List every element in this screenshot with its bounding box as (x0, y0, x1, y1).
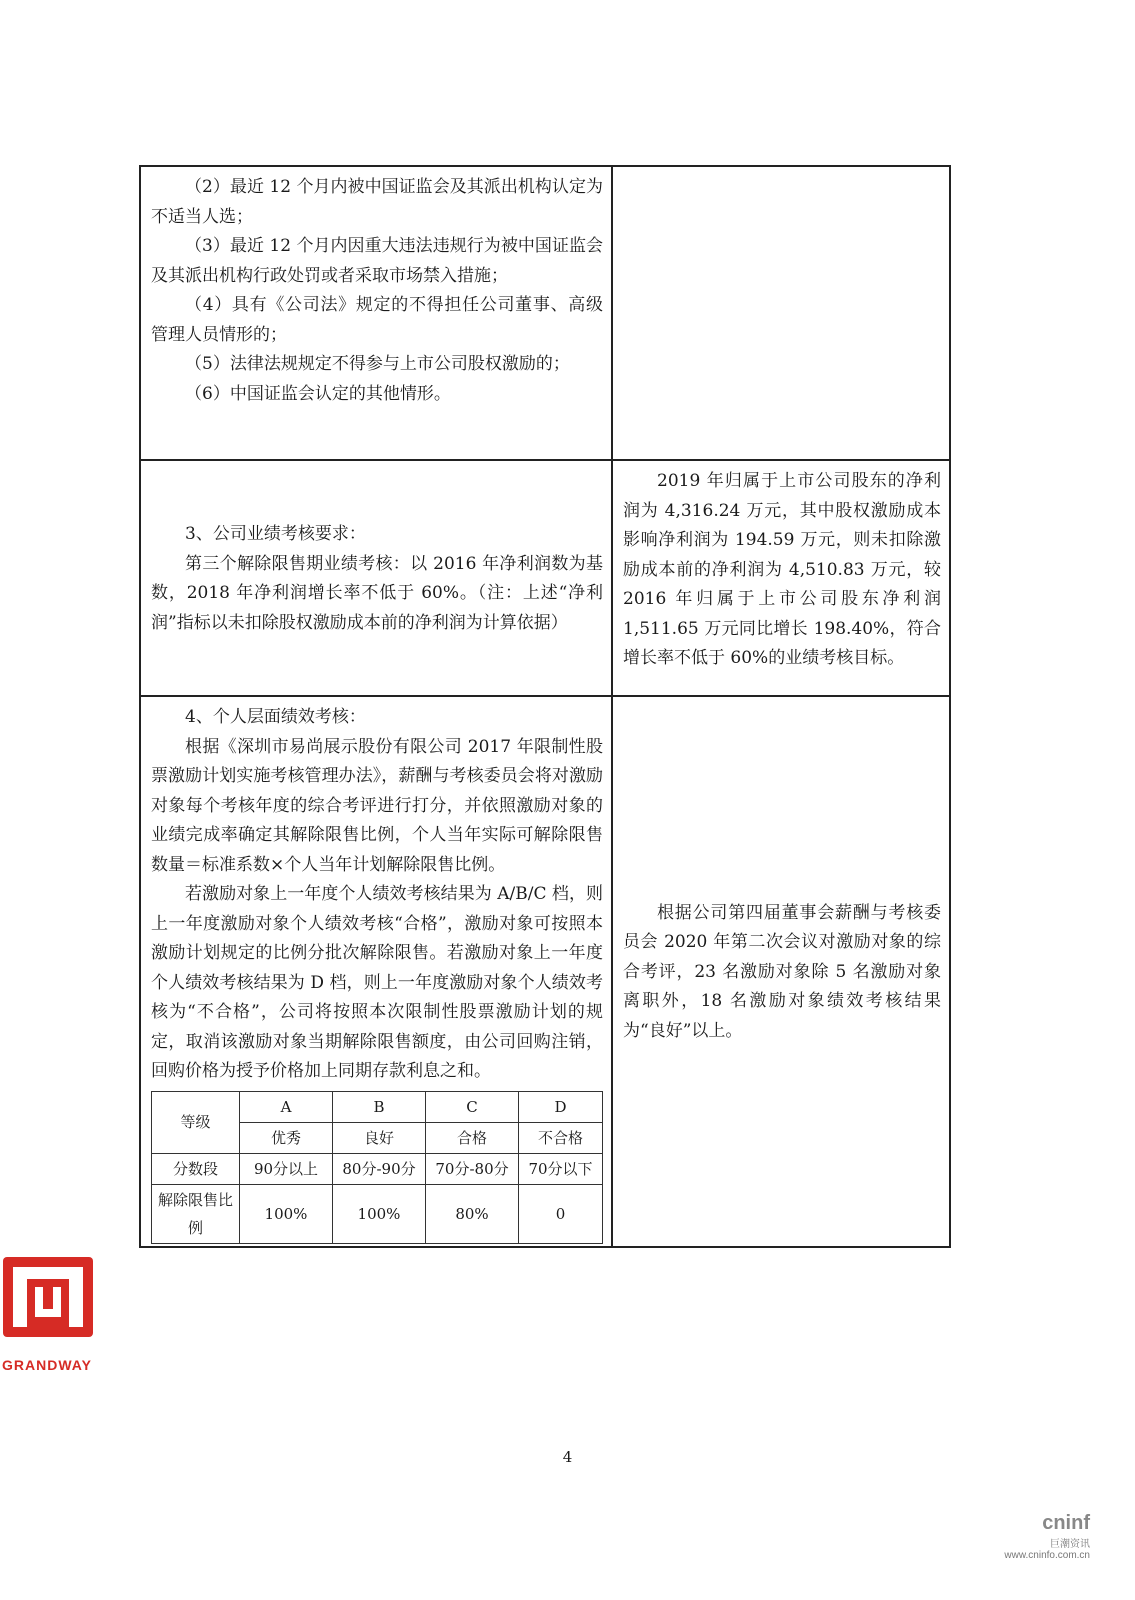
score-range: 70分-80分 (426, 1153, 519, 1184)
ratio-value: 0 (519, 1184, 603, 1243)
clause-5: （5）法律法规规定不得参与上市公司股权激励的； (185, 354, 570, 374)
grade-letter: A (240, 1091, 333, 1122)
clause-2: （2）最近 12 个月内被中国证监会及其派出机构认定为不适当人选； (151, 177, 603, 227)
main-table (139, 165, 951, 1248)
score-range: 80分-90分 (333, 1153, 426, 1184)
performance-result: 2019 年归属于上市公司股东的净利润为 4,316.24 万元，其中股权激励成本影响净利润为 194.59 万元，则未扣除激励成本前的净利润为 4,510.83 万元，较 2016 年归属于上市公司股东净利润 1,511.65 万元同比增长 198.40%，符合增长率不低于 60%的业绩考核目标。 (623, 471, 941, 668)
ratio-value: 100% (333, 1184, 426, 1243)
cninfo-cn: 巨潮资讯 (1050, 1539, 1090, 1550)
logo-text: GRANDWAY (2, 1357, 92, 1373)
table-row (152, 1184, 603, 1243)
ratio-label: 解除限售比例 (152, 1184, 240, 1243)
table-row (152, 1153, 603, 1184)
cell-r2-right (612, 460, 950, 696)
grade-label: 等级 (152, 1091, 240, 1153)
grade-name: 良好 (333, 1122, 426, 1153)
grade-letter: C (426, 1091, 519, 1122)
grandway-logo-icon (3, 1257, 93, 1337)
performance-requirement: 第三个解除限售期业绩考核：以 2016 年净利润数为基数，2018 年净利润增长率不低于 60%。（注：上述“净利润”指标以未扣除股权激励成本前的净利润为计算依据） (151, 553, 603, 633)
cninfo-brand: cninf (1042, 1512, 1090, 1534)
grade-table (151, 1091, 603, 1244)
page-number: 4 (562, 1448, 573, 1466)
grade-name: 合格 (426, 1122, 519, 1153)
cninfo-watermark (980, 1512, 1090, 1561)
grade-letter: B (333, 1091, 426, 1122)
individual-result: 根据公司第四届董事会薪酬与考核委员会 2020 年第二次会议对激励对象的综合考评，23 名激励对象除 5 名激励对象离职外，18 名激励对象绩效考核结果为“良好”以上。 (623, 902, 941, 1041)
clause-3: （3）最近 12 个月内因重大违法违规行为被中国证监会及其派出机构行政处罚或者采取市场禁入措施； (151, 236, 603, 286)
cell-r2-left (140, 460, 612, 696)
cell-r3-left (140, 696, 612, 1247)
performance-heading: 3、公司业绩考核要求： (185, 524, 366, 544)
clause-6: （6）中国证监会认定的其他情形。 (185, 383, 451, 404)
grade-name: 不合格 (519, 1122, 603, 1153)
cell-r3-right (612, 696, 950, 1247)
grade-name: 优秀 (240, 1122, 333, 1153)
table-row (140, 166, 950, 460)
cninfo-url: www.cninfo.com.cn (1004, 1550, 1090, 1561)
score-label: 分数段 (152, 1153, 240, 1184)
individual-rules: 若激励对象上一年度个人绩效考核结果为 A/B/C 档，则上一年度激励对象个人绩效考核“合格”，激励对象可按照本激励计划规定的比例分批次解除限售。若激励对象上一年度个人绩效考核结果为 D 档，则上一年度激励对象个人绩效考核为“不合格”，公司将按照本次限制性股票激励计划的规定，取消该激励对象当期解除限售额度，由公司回购注销，回购价格为授予价格加上同期存款利息之和。 (151, 884, 603, 1081)
score-range: 70分以下 (519, 1153, 603, 1184)
table-row (140, 696, 950, 1247)
individual-method: 根据《深圳市易尚展示股份有限公司 2017 年限制性股票激励计划实施考核管理办法》，薪酬与考核委员会将对激励对象每个考核年度的综合考评进行打分，并依照激励对象的业绩完成率确定其解除限售比例，个人当年实际可解除限售数量＝标准系数×个人当年计划解除限售比例。 (151, 736, 603, 875)
ratio-value: 80% (426, 1184, 519, 1243)
cell-r1-right (612, 166, 950, 460)
table-row (140, 460, 950, 696)
cell-r1-left (140, 166, 612, 460)
grade-letter: D (519, 1091, 603, 1122)
table-row (152, 1091, 603, 1122)
score-range: 90分以上 (240, 1153, 333, 1184)
ratio-value: 100% (240, 1184, 333, 1243)
individual-heading: 4、个人层面绩效考核： (185, 707, 366, 727)
clause-4: （4）具有《公司法》规定的不得担任公司董事、高级管理人员情形的； (151, 295, 603, 345)
